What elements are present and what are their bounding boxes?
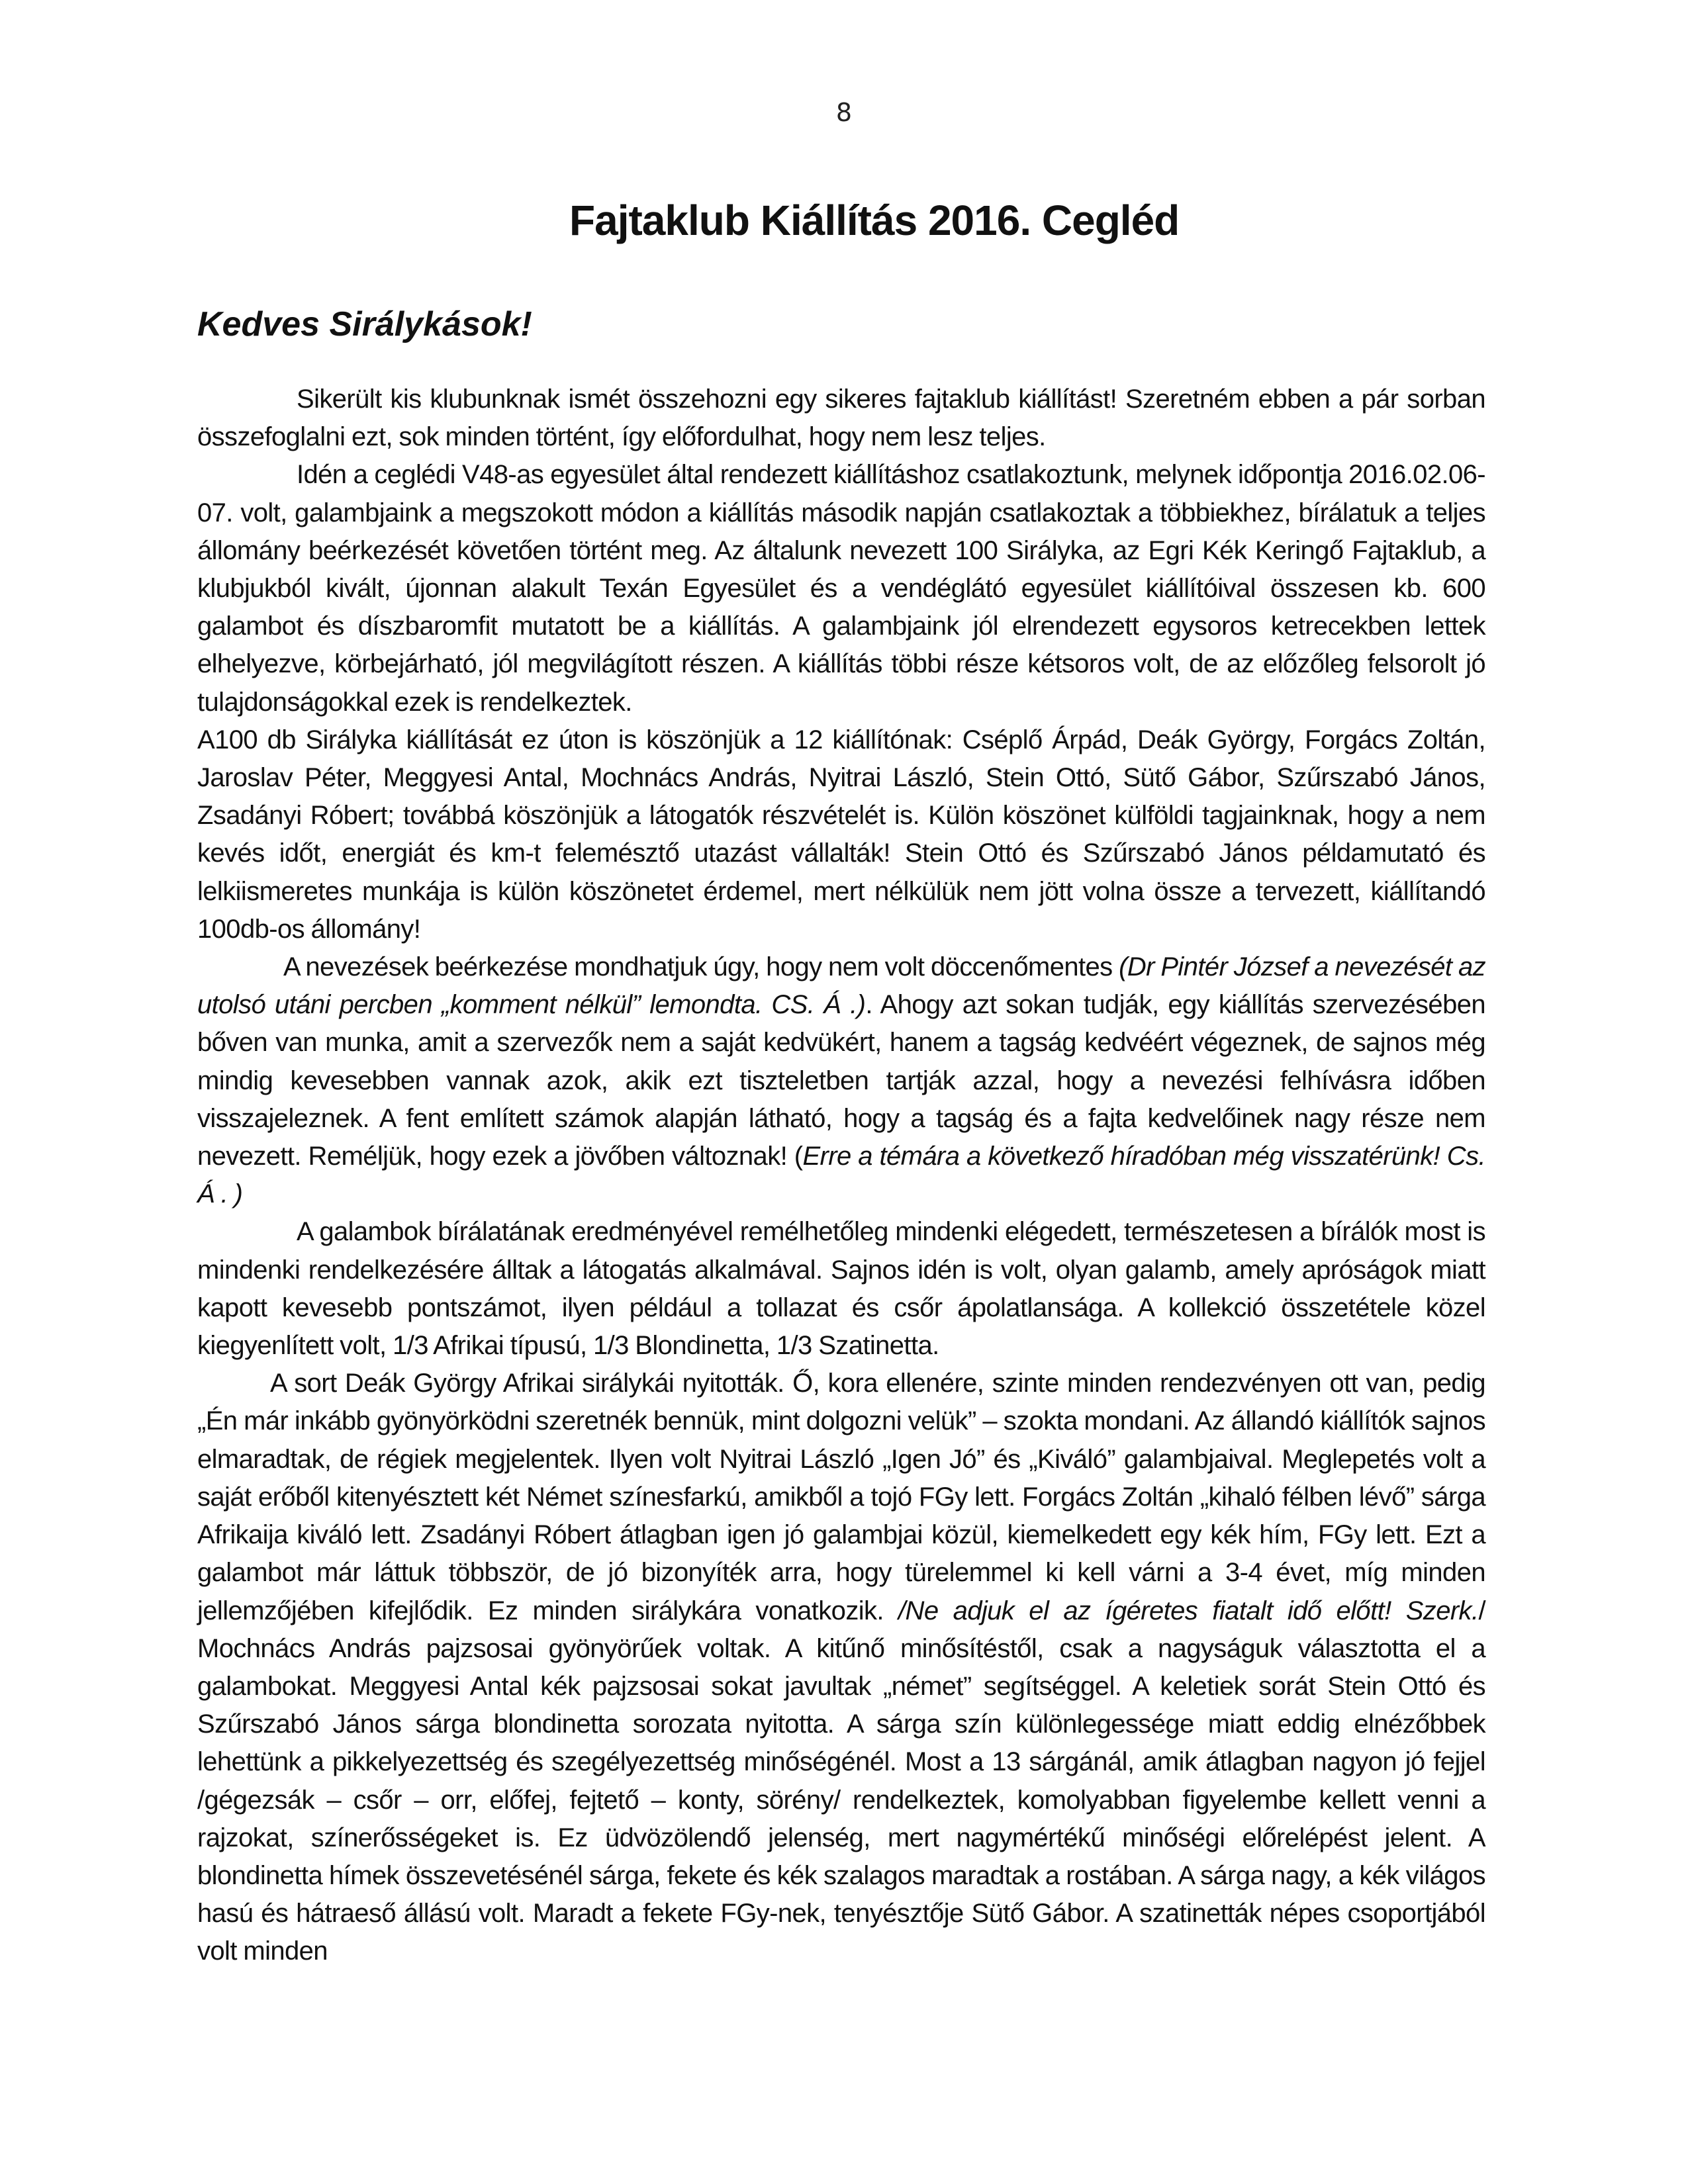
paragraph-results-text-b: / Mochnács András pajzsosai gyönyörűek voltak. A kitűnő minősítéstől, csak a nagyságuk választotta el a galambokat. Meggyesi Antal kék pajzsosai sokat javultak „német” segítséggel. A keletiek sorát Stein Ottó és Szűrszabó János sárga blondinetta sorozata nyitotta. A sárga szín különlegessége miatt eddig elnézőbbek lehettünk a pikkelyezettség és szegélyezettség minőségénél. Most a 13 sárgánál, amik átlagban nagyon jó fejjel /gégezsák – csőr – orr, előfej, fejtető – konty, sörény/ rendelkeztek, komolyabban figyelembe kellett venni a rajzokat, színerősségeket is. Ez üdvözölendő jelenség, mert nagymértékű minőségi előrelépést jelent. A blondinetta hímek összevetésénél sárga, fekete és kék szalagos maradtak a rostában. A sárga nagy, a kék világos hasú és hátraeső állású volt. Maradt a fekete FGy-nek, tenyésztője Sütő Gábor. A szatinetták népes csoportjából volt minden (197, 1596, 1485, 1966)
editor-note-italic: /Ne adjuk el az ígéretes fiatalt idő előtt! Szerk. (898, 1596, 1479, 1625)
editor-note-italic: (Dr Pintér József a nevezését az utolsó utáni percben „komment nélkül” lemondta. CS. Á .) (197, 952, 1485, 1020)
paragraph-judging: A galambok bírálatának eredményével remélhetőleg mindenki elégedett, természetesen a bírálók most is mindenki rendelkezésére álltak a látogatás alkalmával. Sajnos idén is volt, olyan galamb, amely apróságok miatt kapott kevesebb pontszámot, ilyen például a tollazat és csőr ápolatlansága. A kollekció összetétele közel kiegyenlített volt, 1/3 Afrikai típusú, 1/3 Blondinetta, 1/3 Szatinetta. (197, 1217, 1485, 1361)
paragraph-intro: Sikerült kis klubunknak ismét összehozni egy sikeres fajtaklub kiállítást! Szeretném ebben a pár sorban összefoglalni ezt, sok minden történt, így előfordulhat, hogy nem lesz teljes. (197, 385, 1485, 452)
paragraph-entries-text-a: A nevezések beérkezése mondhatjuk úgy, hogy nem volt döccenőmentes (283, 952, 1119, 982)
greeting: Kedves Sirálykások! (197, 305, 532, 343)
editor-note-italic: Erre a témára a következő híradóban még visszatérünk! Cs. Á . ) (197, 1142, 1486, 1209)
paragraph-results-text-a: A sort Deák György Afrikai sirálykái nyitották. Ő, kora ellenére, szinte minden rendezvényen ott van, pedig „Én már inkább gyönyörködni szeretnék bennük, mint dolgozni velük” – szokta mondani. Az állandó kiállítók sajnos elmaradtak, de régiek megjelentek. Ilyen volt Nyitrai László „Igen Jó” és „Kiváló” galambjaival. Meglepetés volt a saját erőből kitenyésztett két Német színesfarkú, amikből a tojó FGy lett. Forgács Zoltán „kihaló félben lévő” sárga Afrikaija kiváló lett. Zsadányi Róbert átlagban igen jó galambjai közül, kiemelkedett egy kék hím, FGy lett. Ezt a galambot már láttuk többször, de jó bizonyíték arra, hogy türelemmel ki kell várni a 3-4 évet, míg minden jellemzőjében kifejlődik. Ez minden sirálykára vonatkozik. (197, 1369, 1485, 1625)
page-number: 8 (835, 98, 853, 127)
paragraph-results (197, 1365, 1485, 1970)
paragraph-thanks: A100 db Sirályka kiállítását ez úton is köszönjük a 12 kiállítónak: Cséplő Árpád, Deák György, Forgács Zoltán, Jaroslav Péter, Meggyesi Antal, Mochnács András, Nyitrai László, Stein Ottó, Sütő Gábor, Szűrszabó János, Zsadányi Róbert; továbbá köszönjük a látogatók részvételét is. Külön köszönet külföldi tagjainknak, hogy a nem kevés időt, energiát és km-t felemésztő utazást vállalták! Stein Ottó és Szűrszabó János példamutató és lelkiismeretes munkája is külön köszönetet érdemel, mert nélkülük nem jött volna össze a tervezett, kiállítandó 100db-os állomány! (197, 725, 1485, 944)
article-body (197, 381, 1485, 1971)
paragraph-entries (197, 948, 1485, 1213)
paragraph-event-details: Idén a ceglédi V48-as egyesület által rendezett kiállításhoz csatlakoztunk, melynek időpontja 2016.02.06-07. volt, galambjaink a megszokott módon a kiállítás második napján csatlakoztak a többiekhez, bírálatuk a teljes állomány beérkezését követően történt meg. Az általunk nevezett 100 Sirályka, az Egri Kék Keringő Fajtaklub, a klubjukból kivált, újonnan alakult Texán Egyesület és a vendéglátó egyesület kiállítóival összesen kb. 600 galambot és díszbaromfit mutatott be a kiállítás. A galambjaink jól elrendezett egysoros ketrecekben lettek elhelyezve, körbejárható, jól megvilágított részen. A kiállítás többi része kétsoros volt, de az előzőleg felsorolt jó tulajdonságokkal ezek is rendelkeztek. (197, 460, 1485, 717)
article-title: Fajtaklub Kiállítás 2016. Cegléd (569, 197, 1180, 244)
paragraph-entries-text-b: . Ahogy azt sokan tudják, egy kiállítás szervezésében bőven van munka, amit a szervezők nem a saját kedvükért, hanem a tagság kedvéért végeznek, de sajnos még mindig kevesebben vannak azok, akik ezt tiszteletben tartják azzal, hogy a nevezési felhívásra időben visszajeleznek. A fent említett számok alapján látható, hogy a tagság és a fajta kedvelőinek nagy része nem nevezett. Reméljük, hogy ezek a jövőben változnak! ( (197, 990, 1486, 1171)
